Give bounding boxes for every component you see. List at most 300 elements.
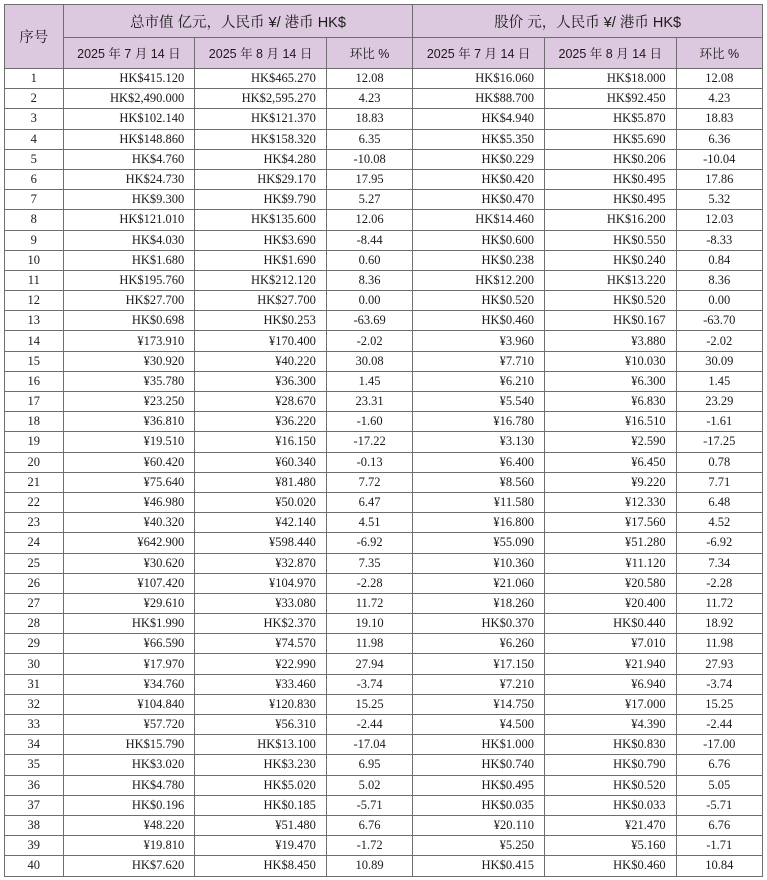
market-cap-date1-cell: ¥60.420 (63, 452, 195, 472)
share-price-change-cell: -17.25 (676, 432, 762, 452)
market-cap-date1-cell: HK$4.030 (63, 230, 195, 250)
share-price-date2-cell: ¥16.510 (544, 412, 676, 432)
share-price-date2-cell: ¥21.940 (544, 654, 676, 674)
share-price-date2-cell: HK$0.495 (544, 190, 676, 210)
share-price-date1-cell: HK$0.370 (413, 614, 545, 634)
share-price-date1-cell: HK$0.495 (413, 775, 545, 795)
row-index-cell: 28 (5, 614, 64, 634)
market-cap-change-cell: 4.51 (326, 513, 412, 533)
row-index-cell: 34 (5, 735, 64, 755)
market-cap-date1-cell: ¥40.320 (63, 513, 195, 533)
market-cap-date2-cell: ¥22.990 (195, 654, 327, 674)
row-index-cell: 23 (5, 513, 64, 533)
share-price-date1-cell: HK$0.035 (413, 795, 545, 815)
share-price-date2-cell: HK$0.520 (544, 775, 676, 795)
market-cap-change-cell: 10.89 (326, 856, 412, 876)
share-price-change-cell: 1.45 (676, 371, 762, 391)
share-price-date2-cell: HK$0.033 (544, 795, 676, 815)
share-price-date2-cell: HK$0.240 (544, 250, 676, 270)
row-index-cell: 24 (5, 533, 64, 553)
market-cap-date2-cell: ¥36.220 (195, 412, 327, 432)
market-cap-change-cell: -0.13 (326, 452, 412, 472)
table-row (5, 836, 763, 856)
market-cap-date1-cell: HK$0.196 (63, 795, 195, 815)
row-index-cell: 14 (5, 331, 64, 351)
share-price-change-cell: -1.61 (676, 412, 762, 432)
market-cap-date2-cell: ¥56.310 (195, 715, 327, 735)
market-cap-date1-cell: HK$3.020 (63, 755, 195, 775)
row-index-cell: 18 (5, 412, 64, 432)
share-price-change-cell: -1.71 (676, 836, 762, 856)
row-index-cell: 22 (5, 492, 64, 512)
market-cap-date1-cell: ¥29.610 (63, 593, 195, 613)
market-cap-date1-cell: HK$102.140 (63, 109, 195, 129)
market-cap-date1-cell: ¥107.420 (63, 573, 195, 593)
share-price-date2-cell: ¥11.120 (544, 553, 676, 573)
table-row (5, 553, 763, 573)
market-cap-change-cell: 12.08 (326, 69, 412, 89)
share-price-date1-cell: ¥4.500 (413, 715, 545, 735)
row-index-cell: 5 (5, 149, 64, 169)
market-cap-change-cell: -8.44 (326, 230, 412, 250)
share-price-date1-cell: ¥3.960 (413, 331, 545, 351)
share-price-change-cell: 27.93 (676, 654, 762, 674)
market-cap-change-cell: -6.92 (326, 533, 412, 553)
table-row (5, 492, 763, 512)
table-row (5, 432, 763, 452)
share-price-date2-cell: HK$0.830 (544, 735, 676, 755)
share-price-date1-cell: HK$16.060 (413, 69, 545, 89)
table-body (5, 69, 763, 877)
share-price-date1-cell: ¥3.130 (413, 432, 545, 452)
market-cap-change-cell: -2.28 (326, 573, 412, 593)
share-price-date1-cell: ¥10.360 (413, 553, 545, 573)
table-row (5, 230, 763, 250)
table-row (5, 69, 763, 89)
table-row (5, 735, 763, 755)
market-cap-change-cell: 23.31 (326, 392, 412, 412)
index-column-header: 序号 (5, 5, 64, 69)
market-cap-date1-cell: HK$415.120 (63, 69, 195, 89)
share-price-date2-cell: HK$0.520 (544, 291, 676, 311)
market-cap-change-cell: -17.04 (326, 735, 412, 755)
table-row (5, 311, 763, 331)
share-price-date1-cell: ¥55.090 (413, 533, 545, 553)
share-price-date2-cell: HK$0.440 (544, 614, 676, 634)
table-row (5, 654, 763, 674)
header-row-columns (5, 38, 763, 69)
market-cap-date1-cell: HK$1.990 (63, 614, 195, 634)
row-index-cell: 11 (5, 270, 64, 290)
market-cap-date2-cell: HK$2.370 (195, 614, 327, 634)
market-cap-date2-cell: HK$1.690 (195, 250, 327, 270)
row-index-cell: 8 (5, 210, 64, 230)
market-cap-date1-cell: ¥19.510 (63, 432, 195, 452)
table-row (5, 412, 763, 432)
market-cap-change-cell: 12.06 (326, 210, 412, 230)
market-cap-change-cell: 27.94 (326, 654, 412, 674)
row-index-cell: 25 (5, 553, 64, 573)
market-cap-date2-cell: HK$135.600 (195, 210, 327, 230)
share-price-date1-cell: HK$0.470 (413, 190, 545, 210)
market-cap-date2-cell: HK$29.170 (195, 169, 327, 189)
share-price-date2-cell: HK$92.450 (544, 89, 676, 109)
share-price-date1-cell: ¥8.560 (413, 472, 545, 492)
market-cap-date1-cell: HK$2,490.000 (63, 89, 195, 109)
share-price-date2-cell: ¥4.390 (544, 715, 676, 735)
share-price-change-cell: 12.08 (676, 69, 762, 89)
market-cap-change-cell: 8.36 (326, 270, 412, 290)
share-price-date1-cell: ¥21.060 (413, 573, 545, 593)
market-cap-change-cell: 18.83 (326, 109, 412, 129)
market-cap-date2-cell: HK$0.185 (195, 795, 327, 815)
row-index-cell: 3 (5, 109, 64, 129)
market-cap-change-cell: 6.47 (326, 492, 412, 512)
market-cap-change-cell: -5.71 (326, 795, 412, 815)
row-index-cell: 9 (5, 230, 64, 250)
table-row (5, 452, 763, 472)
market-cap-date1-cell: HK$1.680 (63, 250, 195, 270)
share-price-date1-cell: HK$88.700 (413, 89, 545, 109)
share-price-date2-cell: ¥21.470 (544, 815, 676, 835)
table-row (5, 149, 763, 169)
share-price-date2-cell: HK$0.206 (544, 149, 676, 169)
market-cap-date1-cell: ¥23.250 (63, 392, 195, 412)
share-price-change-cell: -63.70 (676, 311, 762, 331)
market-cap-change-cell: 6.76 (326, 815, 412, 835)
share-price-date2-cell: HK$0.790 (544, 755, 676, 775)
market-cap-date2-cell: HK$13.100 (195, 735, 327, 755)
market-cap-date2-cell: HK$27.700 (195, 291, 327, 311)
share-price-date2-cell: ¥3.880 (544, 331, 676, 351)
market-cap-change-cell: 5.27 (326, 190, 412, 210)
share-price-change-cell: 6.48 (676, 492, 762, 512)
market-cap-date1-cell: HK$9.300 (63, 190, 195, 210)
share-price-date1-cell: ¥16.800 (413, 513, 545, 533)
share-price-change-cell: 5.05 (676, 775, 762, 795)
share-price-date1-cell: ¥6.260 (413, 634, 545, 654)
market-cap-date2-cell: ¥42.140 (195, 513, 327, 533)
share-price-change-cell: 11.98 (676, 634, 762, 654)
market-cap-date1-cell: ¥173.910 (63, 331, 195, 351)
table-row (5, 694, 763, 714)
share-price-change-cell: 30.09 (676, 351, 762, 371)
share-price-change-cell: 12.03 (676, 210, 762, 230)
share-price-date1-cell: ¥7.710 (413, 351, 545, 371)
table-row (5, 513, 763, 533)
share-price-change-cell: 7.34 (676, 553, 762, 573)
table-row (5, 392, 763, 412)
market-cap-date1-cell: HK$15.790 (63, 735, 195, 755)
share-price-change-cell: -8.33 (676, 230, 762, 250)
row-index-cell: 38 (5, 815, 64, 835)
share-price-change-cell: 0.84 (676, 250, 762, 270)
row-index-cell: 30 (5, 654, 64, 674)
share-price-date1-cell: ¥11.580 (413, 492, 545, 512)
market-cap-date1-cell: HK$4.760 (63, 149, 195, 169)
share-price-date1-cell: ¥20.110 (413, 815, 545, 835)
table-header (5, 5, 763, 69)
share-price-change-cell: -6.92 (676, 533, 762, 553)
share-price-change-cell: -5.71 (676, 795, 762, 815)
market-cap-change-header: 环比 % (326, 38, 412, 69)
share-price-date2-cell: ¥6.300 (544, 371, 676, 391)
share-price-date1-cell: HK$5.350 (413, 129, 545, 149)
data-table-container (4, 4, 763, 877)
table-row (5, 270, 763, 290)
table-row (5, 856, 763, 876)
share-price-change-cell: 4.52 (676, 513, 762, 533)
share-price-date1-cell: HK$0.229 (413, 149, 545, 169)
market-cap-change-cell: -17.22 (326, 432, 412, 452)
table-row (5, 250, 763, 270)
share-price-date1-cell: ¥5.250 (413, 836, 545, 856)
market-cap-date2-cell: HK$5.020 (195, 775, 327, 795)
market-cap-date2-cell: ¥19.470 (195, 836, 327, 856)
market-cap-date1-cell: HK$195.760 (63, 270, 195, 290)
market-cap-date2-cell: ¥33.080 (195, 593, 327, 613)
market-cap-date2-cell: HK$158.320 (195, 129, 327, 149)
market-cap-date2-cell: HK$212.120 (195, 270, 327, 290)
share-price-date2-cell: ¥17.560 (544, 513, 676, 533)
market-cap-date1-cell: ¥57.720 (63, 715, 195, 735)
market-cap-date1-cell: HK$7.620 (63, 856, 195, 876)
share-price-date2-cell: ¥20.580 (544, 573, 676, 593)
market-cap-date2-cell: ¥104.970 (195, 573, 327, 593)
market-cap-change-cell: 4.23 (326, 89, 412, 109)
market-cap-change-cell: 6.95 (326, 755, 412, 775)
market-cap-date2-header: 2025 年 8 月 14 日 (195, 38, 327, 69)
share-price-change-cell: 6.36 (676, 129, 762, 149)
row-index-cell: 17 (5, 392, 64, 412)
table-row (5, 533, 763, 553)
share-price-date1-cell: ¥18.260 (413, 593, 545, 613)
share-price-date2-cell: ¥5.160 (544, 836, 676, 856)
market-cap-date2-cell: ¥36.300 (195, 371, 327, 391)
market-cap-change-cell: 17.95 (326, 169, 412, 189)
share-price-date1-cell: HK$0.520 (413, 291, 545, 311)
share-price-date2-cell: ¥51.280 (544, 533, 676, 553)
share-price-date2-cell: ¥12.330 (544, 492, 676, 512)
table-row (5, 331, 763, 351)
share-price-date2-cell: HK$5.690 (544, 129, 676, 149)
row-index-cell: 36 (5, 775, 64, 795)
share-price-date1-cell: ¥7.210 (413, 674, 545, 694)
market-cap-change-cell: -3.74 (326, 674, 412, 694)
share-price-date2-header: 2025 年 8 月 14 日 (544, 38, 676, 69)
market-cap-change-cell: 15.25 (326, 694, 412, 714)
market-cap-change-cell: 11.98 (326, 634, 412, 654)
market-cap-date1-cell: HK$4.780 (63, 775, 195, 795)
market-cap-date2-cell: HK$4.280 (195, 149, 327, 169)
share-price-date1-cell: ¥17.150 (413, 654, 545, 674)
share-price-change-cell: 17.86 (676, 169, 762, 189)
table-row (5, 371, 763, 391)
market-cap-date1-cell: ¥104.840 (63, 694, 195, 714)
row-index-cell: 20 (5, 452, 64, 472)
market-cap-date2-cell: ¥598.440 (195, 533, 327, 553)
share-price-date2-cell: HK$0.460 (544, 856, 676, 876)
market-cap-change-cell: 7.72 (326, 472, 412, 492)
share-price-date2-cell: HK$13.220 (544, 270, 676, 290)
market-cap-date1-cell: ¥48.220 (63, 815, 195, 835)
table-row (5, 472, 763, 492)
row-index-cell: 27 (5, 593, 64, 613)
market-cap-change-cell: -2.02 (326, 331, 412, 351)
share-price-change-cell: -2.28 (676, 573, 762, 593)
table-row (5, 674, 763, 694)
share-price-change-cell: 6.76 (676, 755, 762, 775)
table-row (5, 291, 763, 311)
share-price-date1-cell: HK$14.460 (413, 210, 545, 230)
share-price-change-cell: -17.00 (676, 735, 762, 755)
market-cap-change-cell: 30.08 (326, 351, 412, 371)
share-price-date2-cell: ¥2.590 (544, 432, 676, 452)
share-price-change-cell: 10.84 (676, 856, 762, 876)
market-cap-date1-cell: HK$27.700 (63, 291, 195, 311)
row-index-cell: 12 (5, 291, 64, 311)
row-index-cell: 26 (5, 573, 64, 593)
share-price-date2-cell: ¥6.830 (544, 392, 676, 412)
share-price-change-cell: 8.36 (676, 270, 762, 290)
market-cap-change-cell: 11.72 (326, 593, 412, 613)
row-index-cell: 37 (5, 795, 64, 815)
table-row (5, 109, 763, 129)
market-cap-change-cell: -1.60 (326, 412, 412, 432)
row-index-cell: 31 (5, 674, 64, 694)
share-price-date1-cell: HK$12.200 (413, 270, 545, 290)
table-row (5, 169, 763, 189)
market-cap-date2-cell: HK$9.790 (195, 190, 327, 210)
row-index-cell: 35 (5, 755, 64, 775)
table-row (5, 775, 763, 795)
market-cap-date2-cell: ¥74.570 (195, 634, 327, 654)
row-index-cell: 19 (5, 432, 64, 452)
share-price-date1-cell: ¥6.210 (413, 371, 545, 391)
share-price-change-header: 环比 % (676, 38, 762, 69)
share-price-date2-cell: ¥6.450 (544, 452, 676, 472)
row-index-cell: 4 (5, 129, 64, 149)
share-price-date1-cell: HK$0.460 (413, 311, 545, 331)
market-cap-date2-cell: ¥81.480 (195, 472, 327, 492)
market-cap-date2-cell: ¥170.400 (195, 331, 327, 351)
share-price-change-cell: -2.44 (676, 715, 762, 735)
row-index-cell: 13 (5, 311, 64, 331)
market-cap-date1-cell: HK$121.010 (63, 210, 195, 230)
market-cap-date2-cell: HK$8.450 (195, 856, 327, 876)
market-cap-date1-cell: ¥66.590 (63, 634, 195, 654)
table-row (5, 614, 763, 634)
market-cap-change-cell: 5.02 (326, 775, 412, 795)
share-price-date1-cell: ¥5.540 (413, 392, 545, 412)
share-price-date2-cell: HK$18.000 (544, 69, 676, 89)
market-cap-change-cell: -1.72 (326, 836, 412, 856)
table-row (5, 634, 763, 654)
row-index-cell: 21 (5, 472, 64, 492)
market-cap-date1-cell: ¥46.980 (63, 492, 195, 512)
share-price-date2-cell: ¥20.400 (544, 593, 676, 613)
row-index-cell: 39 (5, 836, 64, 856)
share-price-date2-cell: HK$0.167 (544, 311, 676, 331)
share-price-change-cell: 18.92 (676, 614, 762, 634)
market-cap-change-cell: -63.69 (326, 311, 412, 331)
market-cap-date2-cell: ¥50.020 (195, 492, 327, 512)
market-cap-date2-cell: HK$465.270 (195, 69, 327, 89)
share-price-date2-cell: HK$0.495 (544, 169, 676, 189)
market-cap-date1-cell: ¥34.760 (63, 674, 195, 694)
row-index-cell: 33 (5, 715, 64, 735)
share-price-date2-cell: ¥6.940 (544, 674, 676, 694)
share-price-date1-cell: HK$0.238 (413, 250, 545, 270)
market-cap-date1-cell: ¥17.970 (63, 654, 195, 674)
share-price-change-cell: 18.83 (676, 109, 762, 129)
share-price-date1-cell: HK$0.600 (413, 230, 545, 250)
share-price-change-cell: 5.32 (676, 190, 762, 210)
market-cap-date1-cell: ¥36.810 (63, 412, 195, 432)
row-index-cell: 15 (5, 351, 64, 371)
market-cap-date1-cell: ¥19.810 (63, 836, 195, 856)
share-price-date1-cell: HK$0.415 (413, 856, 545, 876)
market-cap-change-cell: 0.60 (326, 250, 412, 270)
table-row (5, 190, 763, 210)
row-index-cell: 16 (5, 371, 64, 391)
market-cap-date1-cell: ¥75.640 (63, 472, 195, 492)
share-price-change-cell: -10.04 (676, 149, 762, 169)
share-price-date1-cell: ¥14.750 (413, 694, 545, 714)
share-price-date1-cell: HK$0.740 (413, 755, 545, 775)
share-price-date1-cell: ¥16.780 (413, 412, 545, 432)
market-cap-date2-cell: ¥28.670 (195, 392, 327, 412)
market-cap-group-header: 总市值 亿元，人民币 ¥/ 港币 HK$ (63, 5, 413, 38)
share-price-date2-cell: ¥17.000 (544, 694, 676, 714)
table-row (5, 351, 763, 371)
header-row-groups (5, 5, 763, 38)
table-row (5, 815, 763, 835)
market-cap-share-price-table (4, 4, 763, 877)
market-cap-date2-cell: ¥32.870 (195, 553, 327, 573)
market-cap-change-cell: 0.00 (326, 291, 412, 311)
market-cap-date1-cell: HK$24.730 (63, 169, 195, 189)
table-row (5, 129, 763, 149)
share-price-change-cell: 0.78 (676, 452, 762, 472)
share-price-change-cell: -3.74 (676, 674, 762, 694)
share-price-date1-header: 2025 年 7 月 14 日 (413, 38, 545, 69)
market-cap-change-cell: 19.10 (326, 614, 412, 634)
market-cap-date2-cell: HK$2,595.270 (195, 89, 327, 109)
market-cap-date1-cell: ¥35.780 (63, 371, 195, 391)
row-index-cell: 6 (5, 169, 64, 189)
table-row (5, 593, 763, 613)
share-price-date1-cell: HK$4.940 (413, 109, 545, 129)
table-row (5, 573, 763, 593)
market-cap-date2-cell: HK$121.370 (195, 109, 327, 129)
market-cap-date1-cell: ¥642.900 (63, 533, 195, 553)
row-index-cell: 1 (5, 69, 64, 89)
row-index-cell: 40 (5, 856, 64, 876)
share-price-change-cell: -2.02 (676, 331, 762, 351)
share-price-date2-cell: ¥9.220 (544, 472, 676, 492)
market-cap-change-cell: -10.08 (326, 149, 412, 169)
market-cap-date2-cell: ¥51.480 (195, 815, 327, 835)
share-price-date1-cell: HK$0.420 (413, 169, 545, 189)
table-row (5, 755, 763, 775)
table-row (5, 715, 763, 735)
market-cap-change-cell: -2.44 (326, 715, 412, 735)
table-row (5, 89, 763, 109)
market-cap-date1-cell: ¥30.920 (63, 351, 195, 371)
share-price-date2-cell: ¥10.030 (544, 351, 676, 371)
share-price-change-cell: 4.23 (676, 89, 762, 109)
